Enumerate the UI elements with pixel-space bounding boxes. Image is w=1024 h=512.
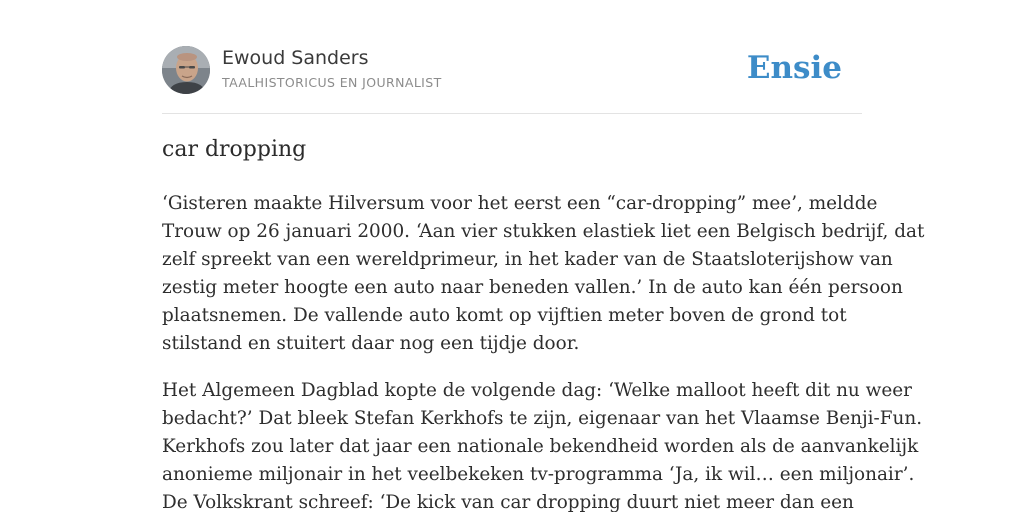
header-divider bbox=[162, 113, 862, 114]
text-line: anonieme miljonair in het veelbekeken tv-programma ‘Ja, ik wil… een miljonair’. bbox=[162, 464, 915, 485]
article-paragraph bbox=[162, 190, 925, 358]
article-title: car dropping bbox=[162, 137, 307, 162]
text-line: zestig meter hoogte een auto naar beneden vallen.’ In de auto kan één persoon bbox=[162, 277, 903, 298]
text-line: zelf spreekt van een wereldprimeur, in het kader van de Staatsloterijshow van bbox=[162, 249, 893, 270]
text-line: plaatsnemen. De vallende auto komt op vijftien meter boven de grond tot bbox=[162, 305, 847, 326]
author-avatar[interactable] bbox=[162, 46, 210, 94]
text-line: De Volkskrant schreef: ‘De kick van car dropping duurt niet meer dan een bbox=[162, 492, 854, 512]
author-name[interactable]: Ewoud Sanders bbox=[222, 47, 369, 69]
site-logo[interactable]: Ensie bbox=[746, 50, 842, 86]
author-header bbox=[162, 46, 862, 96]
text-line: Kerkhofs zou later dat jaar een nationale bekendheid worden als de aanvankelijk bbox=[162, 436, 919, 457]
text-line: Het Algemeen Dagblad kopte de volgende dag: ‘Welke malloot heeft dit nu weer bbox=[162, 380, 912, 401]
text-line: stilstand en stuitert daar nog een tijdje door. bbox=[162, 333, 580, 354]
author-role: TAALHISTORICUS EN JOURNALIST bbox=[222, 75, 442, 90]
article-body bbox=[162, 190, 925, 512]
article-paragraph bbox=[162, 377, 923, 512]
text-line: Trouw op 26 januari 2000. ‘Aan vier stukken elastiek liet een Belgisch bedrijf, dat bbox=[162, 221, 925, 242]
text-line: bedacht?’ Dat bleek Stefan Kerkhofs te zijn, eigenaar van het Vlaamse Benji-Fun. bbox=[162, 408, 923, 429]
text-line: ‘Gisteren maakte Hilversum voor het eerst een “car-dropping” mee’, meldde bbox=[162, 193, 878, 214]
author-photo bbox=[162, 46, 210, 94]
